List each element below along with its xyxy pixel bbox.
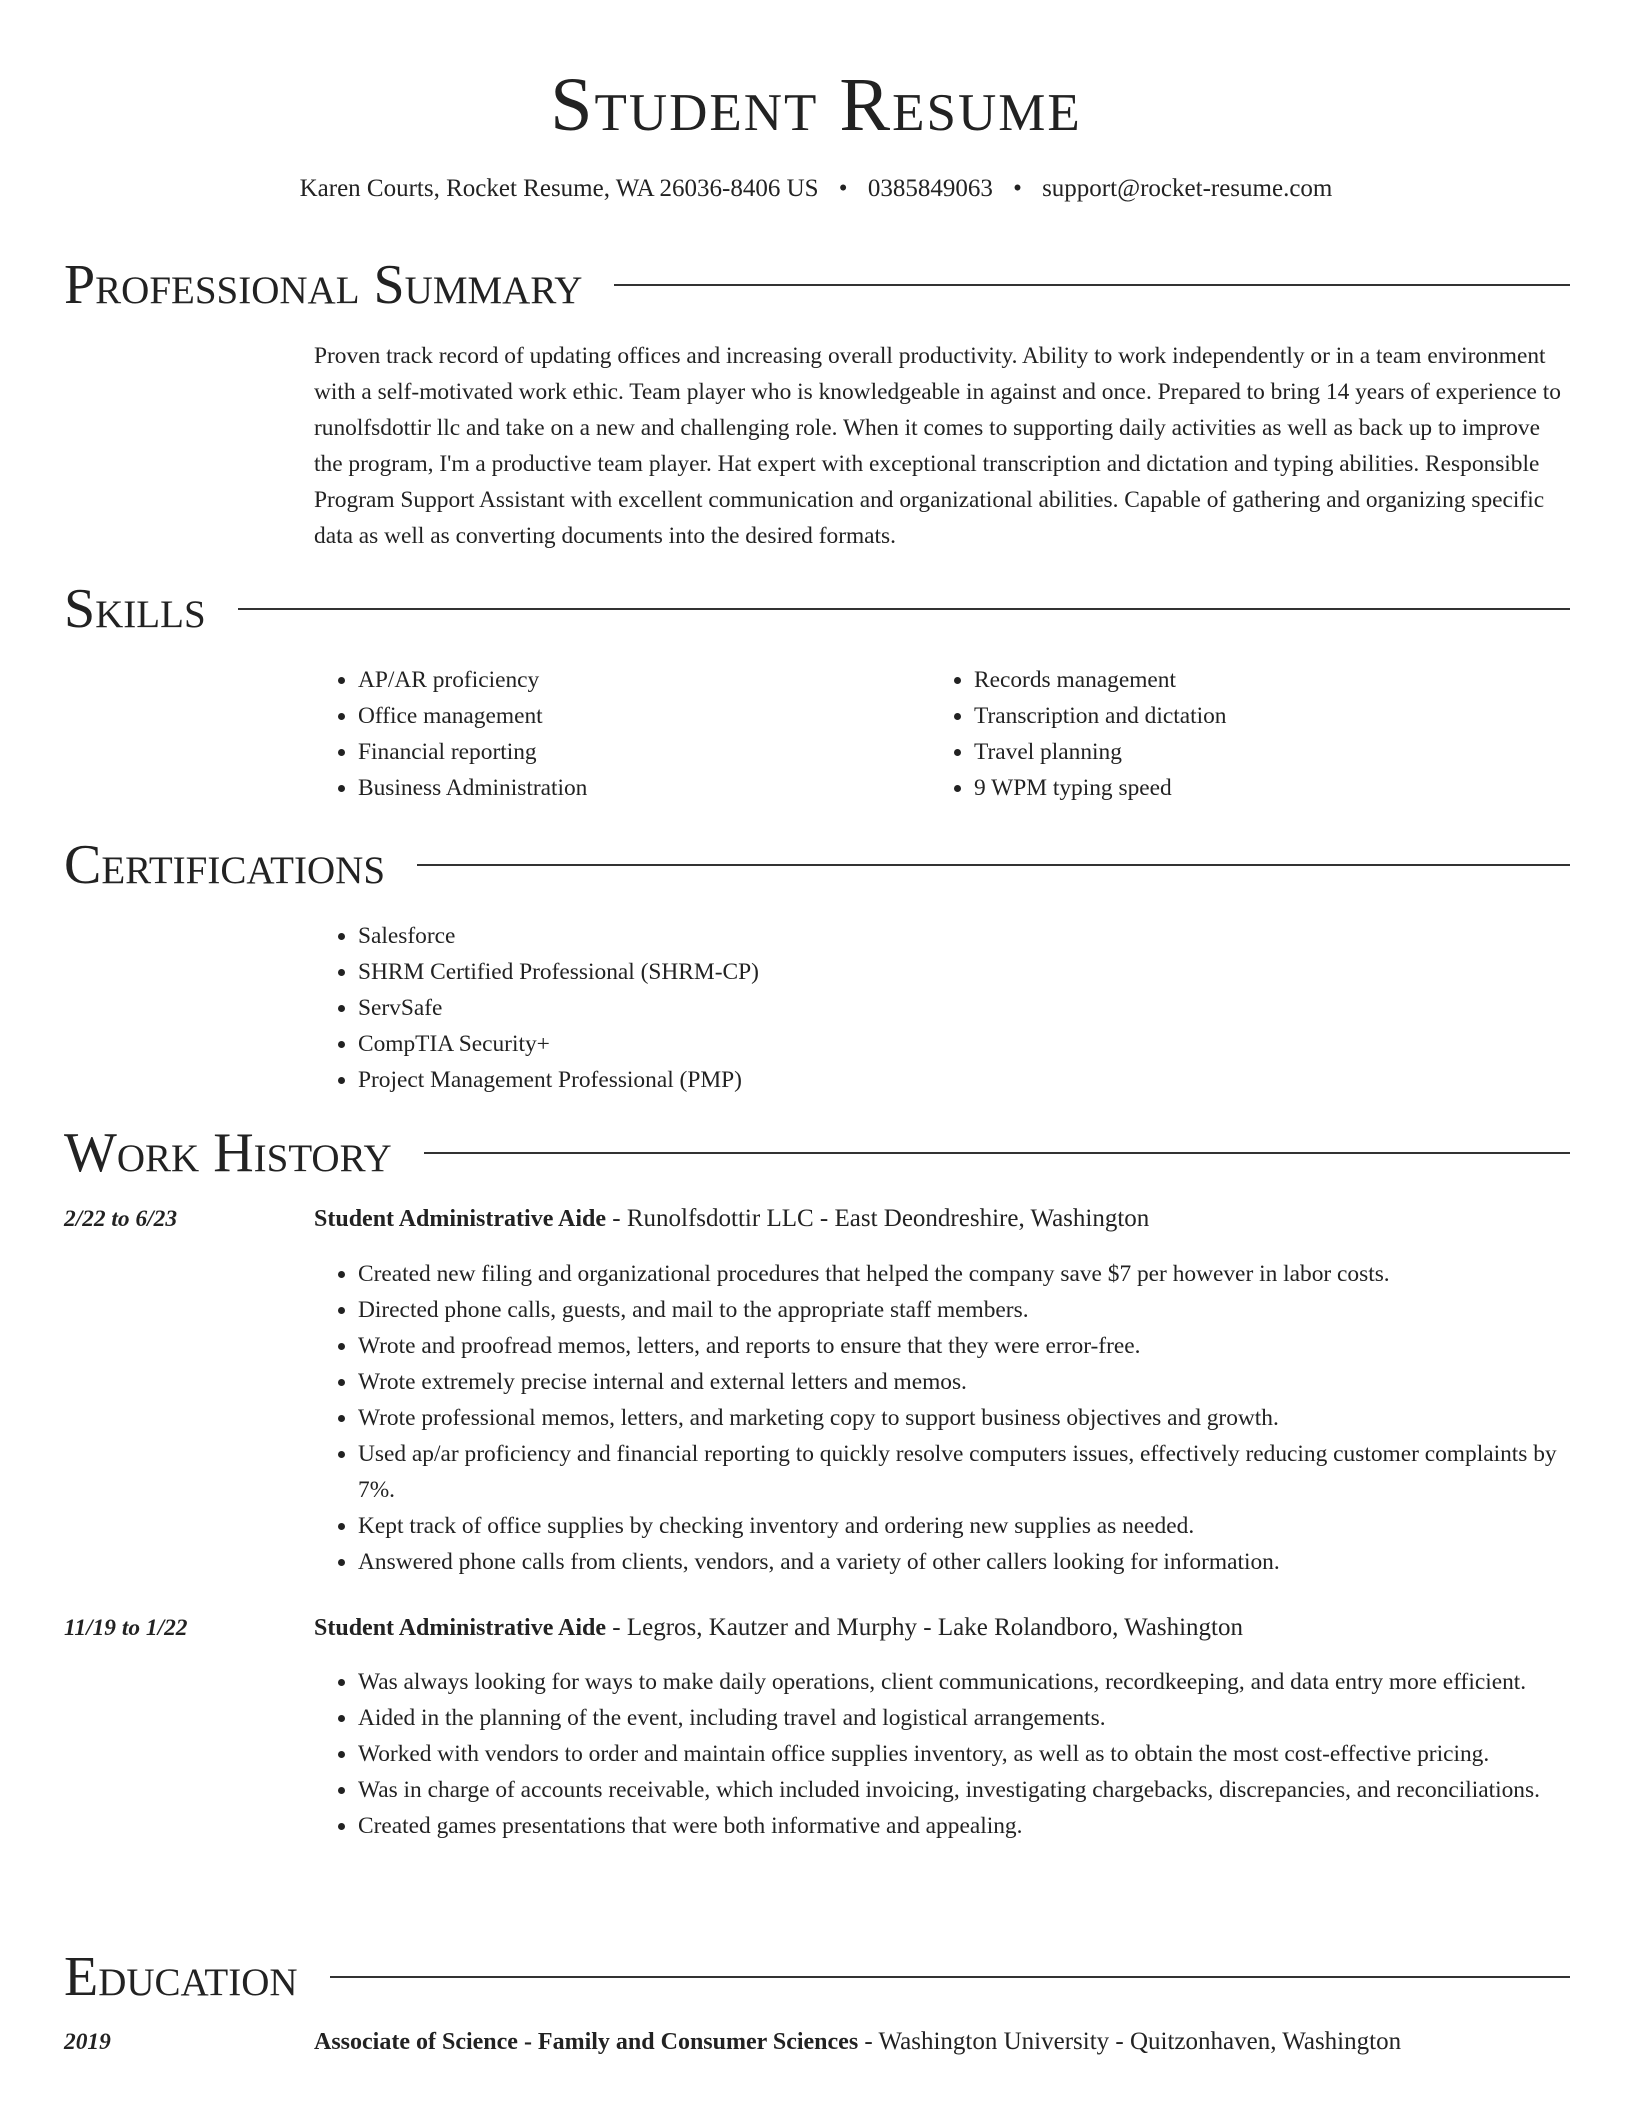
job-title: Student Administrative Aide <box>314 1615 607 1641</box>
job-title: Student Administrative Aide <box>314 1206 607 1232</box>
resume-title: Student Resume <box>550 63 1082 147</box>
certification-item: • CompTIA Security+ <box>358 1026 1514 1062</box>
contact-separator: • <box>838 175 848 202</box>
job-dates: 11/19 to 1/22 <box>64 1615 188 1641</box>
job-employer: - Legros, Kautzer and Murphy - Lake Rolandboro, Washington <box>606 1614 1243 1641</box>
contact-address: Karen Courts, Rocket Resume, WA 26036-8406 US <box>299 175 819 202</box>
section-divider <box>424 1152 1570 1154</box>
job-duties <box>314 1664 1574 1844</box>
skill-item: • Records management <box>974 662 1530 698</box>
job-duty: • Wrote professional memos, letters, and marketing copy to support business objectives and growth. <box>358 1400 1574 1436</box>
job-heading <box>314 1201 1570 1237</box>
contact-line <box>0 172 1632 206</box>
certification-item: • Project Management Professional (PMP) <box>358 1062 1514 1098</box>
section-header-skills <box>64 574 1570 644</box>
job-duties <box>314 1256 1574 1580</box>
section-title-education: Education <box>64 1946 298 2008</box>
job-duty: • Created new filing and organizational procedures that helped the company save $7 per however in labor costs. <box>358 1256 1574 1292</box>
job-duty: • Worked with vendors to order and maintain office supplies inventory, as well as to obtain the most cost-effective pricing. <box>358 1736 1574 1772</box>
job-duty: • Answered phone calls from clients, vendors, and a variety of other callers looking for information. <box>358 1544 1574 1580</box>
skill-item: • 9 WPM typing speed <box>974 770 1530 806</box>
certifications-list <box>314 918 1514 1098</box>
section-divider <box>614 284 1570 286</box>
certification-item: • Salesforce <box>358 918 1514 954</box>
education-school: - Washington University - Quitzonhaven, Washington <box>858 2028 1402 2055</box>
education-heading <box>314 2024 1570 2060</box>
section-header-education <box>64 1942 1570 2012</box>
job-duty: • Used ap/ar proficiency and financial reporting to quickly resolve computers issues, effectively reducing customer complaints by 7%. <box>358 1436 1574 1508</box>
skill-item: • Financial reporting <box>358 734 914 770</box>
skill-item: • Office management <box>358 698 914 734</box>
education-year: 2019 <box>64 2029 111 2055</box>
job-duty: • Directed phone calls, guests, and mail to the appropriate staff members. <box>358 1292 1574 1328</box>
certification-item: • ServSafe <box>358 990 1514 1026</box>
skill-item: • Travel planning <box>974 734 1530 770</box>
job-employer: - Runolfsdottir LLC - East Deondreshire, Washington <box>606 1205 1150 1232</box>
job-dates: 2/22 to 6/23 <box>64 1206 178 1232</box>
job-duty: • Was in charge of accounts receivable, which included invoicing, investigating chargebacks, discrepancies, and reconciliations. <box>358 1772 1574 1808</box>
section-divider <box>330 1976 1570 1978</box>
skill-item: • Transcription and dictation <box>974 698 1530 734</box>
section-divider <box>417 864 1570 866</box>
skills-column-right <box>930 662 1530 806</box>
job-duty: • Wrote and proofread memos, letters, and reports to ensure that they were error-free. <box>358 1328 1574 1364</box>
certification-item: • SHRM Certified Professional (SHRM-CP) <box>358 954 1514 990</box>
job-duty: • Was always looking for ways to make daily operations, client communications, recordkeeping, and data entry more efficient. <box>358 1664 1574 1700</box>
contact-phone: 0385849063 <box>867 175 993 202</box>
section-title-summary: Professional Summary <box>64 254 583 316</box>
contact-separator: • <box>1013 175 1022 202</box>
section-header-work-history <box>64 1118 1570 1188</box>
section-title-work-history: Work History <box>64 1122 392 1184</box>
skill-item: • Business Administration <box>358 770 914 806</box>
job-duty: • Created games presentations that were both informative and appealing. <box>358 1808 1574 1844</box>
section-header-certifications <box>64 830 1570 900</box>
contact-email: support@rocket-resume.com <box>1042 175 1333 202</box>
job-duty: • Wrote extremely precise internal and external letters and memos. <box>358 1364 1574 1400</box>
skill-item: • AP/AR proficiency <box>358 662 914 698</box>
section-title-skills: Skills <box>64 578 206 640</box>
education-degree: Associate of Science - Family and Consumer Sciences <box>314 2029 859 2055</box>
section-title-certifications: Certifications <box>64 834 386 896</box>
job-duty: • Aided in the planning of the event, including travel and logistical arrangements. <box>358 1700 1574 1736</box>
summary-text: Proven track record of updating offices and increasing overall productivity. Ability to work independently or in a team environment with a self-motivated work ethic. Team player who is knowledgeable in against and once. Prepared to bring 14 years of experience to runolfsdottir llc and take on a new and challenging role. When it comes to supporting daily activities as well as back up to improve the program, I'm a productive team player. Hat expert with exceptional transcription and dictation and typing abilities. Responsible Program Support Assistant with excellent communication and organizational abilities. Capable of gathering and organizing specific data as well as converting documents into the desired formats. <box>314 343 1561 549</box>
job-duty: • Kept track of office supplies by checking inventory and ordering new supplies as needed. <box>358 1508 1574 1544</box>
skills-column-left <box>314 662 914 806</box>
section-divider <box>238 608 1570 610</box>
job-heading <box>314 1610 1570 1646</box>
section-header-summary <box>64 250 1570 320</box>
